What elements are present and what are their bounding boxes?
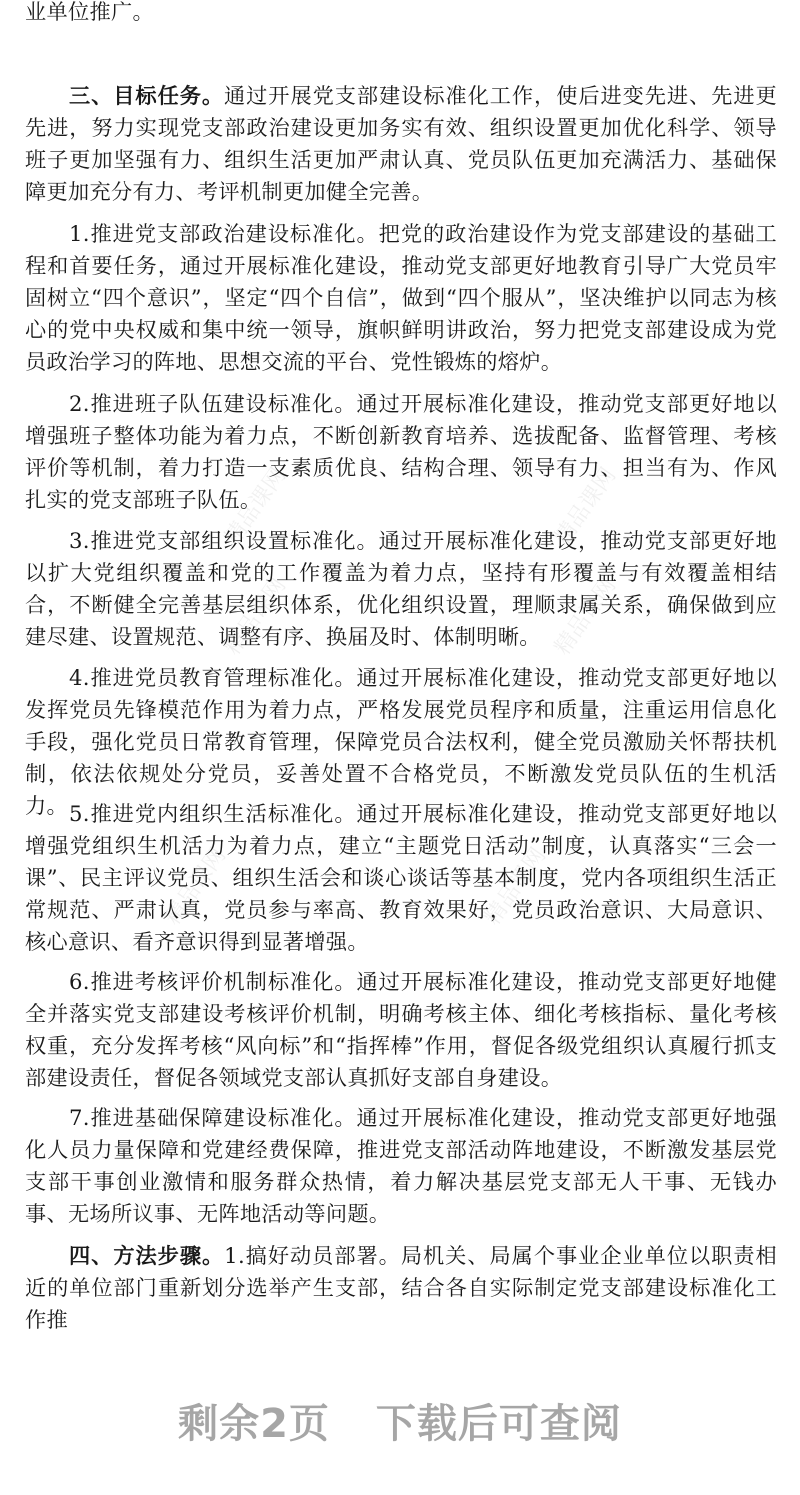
watermark: 精品课网 [550,573,622,660]
section-3-body: 通过开展党支部建设标准化工作，使后进变先进、先进更先进，努力实现党支部政治建设更加务实有效、组织设置更加优化科学、领导班子更加坚强有力、组织生活更加严肃认真、党员队伍更加充满活力、基础保障更加充分有力、考评机制更加健全完善。 [25,83,777,204]
section-3-heading: 三、目标任务。 [69,83,225,108]
watermark: 精品课网 [160,843,232,930]
remaining-pages-label: 剩余2页 [178,1401,330,1447]
watermark: 精品课网 [220,573,292,660]
watermark: 精品课网 [550,463,622,550]
item-5-paragraph: 5.推进党内组织生活标准化。通过开展标准化建设，推动党支部更好地以增强党组织生机活力为着力点，建立“主题党日活动”制度，认真落实“三会一课”、民主评议党员、组织生活会和谈心谈话等基本制度，党内各项组织生活正常规范、严肃认真，党员参与率高、教育效果好，党员政治意识、大局意识、核心意识、看齐意识得到显著增强。 [25,801,777,954]
item-1-paragraph: 1.推进党支部政治建设标准化。把党的政治建设作为党支部建设的基础工程和首要任务，通过开展标准化建设，推动党支部更好地教育引导广大党员牢固树立“四个意识”，坚定“四个自信”，做到“四个服从”，坚决维护以同志为核心的党中央权威和集中统一领导，旗帜鲜明讲政治，努力把党支部建设成为党员政治学习的阵地、思想交流的平台、党性锻炼的熔炉。 [25,221,777,374]
carryover-text: 业单位推广。 [25,0,154,24]
item-7-paragraph: 7.推进基础保障建设标准化。通过开展标准化建设，推动党支部更好地强化人员力量保障和党建经费保障，推进党支部活动阵地建设，不断激发基层党支部干事创业激情和服务群众热情，着力解决基层党支部无人干事、无钱办事、无场所议事、无阵地活动等问题。 [25,1105,777,1226]
item-6-paragraph: 6.推进考核评价机制标准化。通过开展标准化建设，推动党支部更好地健全并落实党支部建设考核评价机制，明确考核主体、细化考核指标、量化考核权重，充分发挥考核“风向标”和“指挥棒”作用，督促各级党组织认真履行抓支部建设责任，督促各领域党支部认真抓好支部自身建设。 [25,969,777,1090]
section-4-body: 1.搞好动员部署。局机关、局属个事业企业单位以职责相近的单位部门重新划分选举产生支部，结合各自实际制定党支部建设标准化工作推 [25,1243,777,1332]
download-to-view-label: 下载后可查阅 [375,1401,622,1447]
download-prompt[interactable] [0,1392,800,1449]
section-3-paragraph [25,80,777,208]
section-4-paragraph [25,1240,777,1336]
item-4-paragraph: 4.推进党员教育管理标准化。通过开展标准化建设，推动党支部更好地以发挥党员先锋模范作用为着力点，严格发展党员程序和质量，注重运用信息化手段，强化党员日常教育管理，保障党员合法权利，健全党员激励关怀帮扶机制，依法依规处分党员，妥善处置不合格党员，不断激发党员队伍的生机活力。 [25,665,777,818]
watermark: 精品课网 [480,843,552,930]
section-4-heading: 四、方法步骤。 [69,1243,225,1268]
item-2-paragraph: 2.推进班子队伍建设标准化。通过开展标准化建设，推动党支部更好地以增强班子整体功能为着力点，不断创新教育培养、选拔配备、监督管理、考核评价等机制，着力打造一支素质优良、结构合理、领导有力、担当有为、作风扎实的党支部班子队伍。 [25,391,777,512]
item-3-paragraph: 3.推进党支部组织设置标准化。通过开展标准化建设，推动党支部更好地以扩大党组织覆盖和党的工作覆盖为着力点，坚持有形覆盖与有效覆盖相结合，不断健全完善基层组织体系，优化组织设置，理顺隶属关系，确保做到应建尽建、设置规范、调整有序、换届及时、体制明晰。 [25,528,777,649]
watermark: 精品课网 [220,463,292,550]
